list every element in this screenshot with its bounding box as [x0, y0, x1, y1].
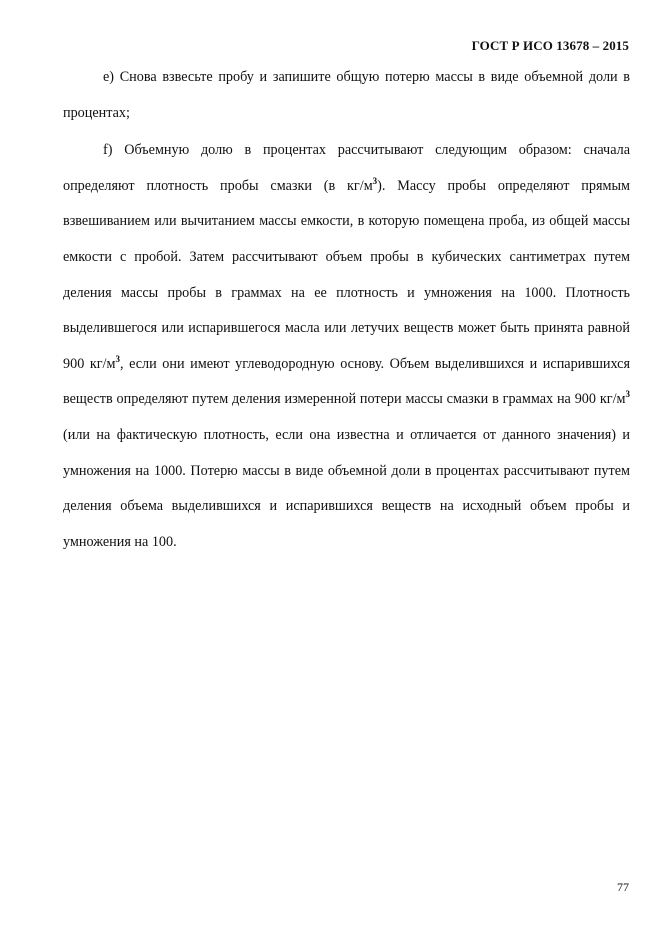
body-text — [63, 60, 630, 560]
paragraph-f-part-1: f) Объемную долю в процентах рассчитывают следующим образом: сначала определяют плотность пробы смазки (в кг/м — [63, 142, 630, 194]
page-number: 77 — [617, 880, 629, 894]
superscript-cubic-2: 3 — [115, 353, 120, 364]
paragraph-f-part-2: ). Массу пробы определяют прямым взвешиванием или вычитанием массы емкости, в которую помещена проба, из общей массы емкости с пробой. Затем рассчитывают объем пробы в кубических сантиметрах путем деления массы пробы в граммах на ее плотность и умножения на 1000. Плотность выделившегося или испарившегося масла или летучих веществ может быть принята равной 900 кг/м — [63, 177, 630, 372]
document-header: ГОСТ Р ИСО 13678 – 2015 — [471, 38, 629, 53]
superscript-cubic-1: 3 — [372, 175, 378, 186]
paragraph-f-part-4: (или на фактическую плотность, если она известна и отличается от данного значения) и умножения на 1000. Потерю массы в виде объемной доли в процентах рассчитывают путем деления объема выделившихся и испарившихся веществ на исходный объем пробы и умножения на 100. — [63, 426, 630, 550]
paragraph-f — [63, 133, 630, 560]
superscript-cubic-3: 3 — [625, 389, 630, 400]
paragraph-f-part-3: , если они имеют углеводородную основу. Объем выделившихся и испарившихся веществ определяют путем деления измеренной потери массы смазки в граммах на 900 кг/м — [63, 355, 630, 408]
paragraph-e: e) Снова взвесьте пробу и запишите общую потерю массы в виде объемной доли в процентах; — [63, 69, 630, 121]
